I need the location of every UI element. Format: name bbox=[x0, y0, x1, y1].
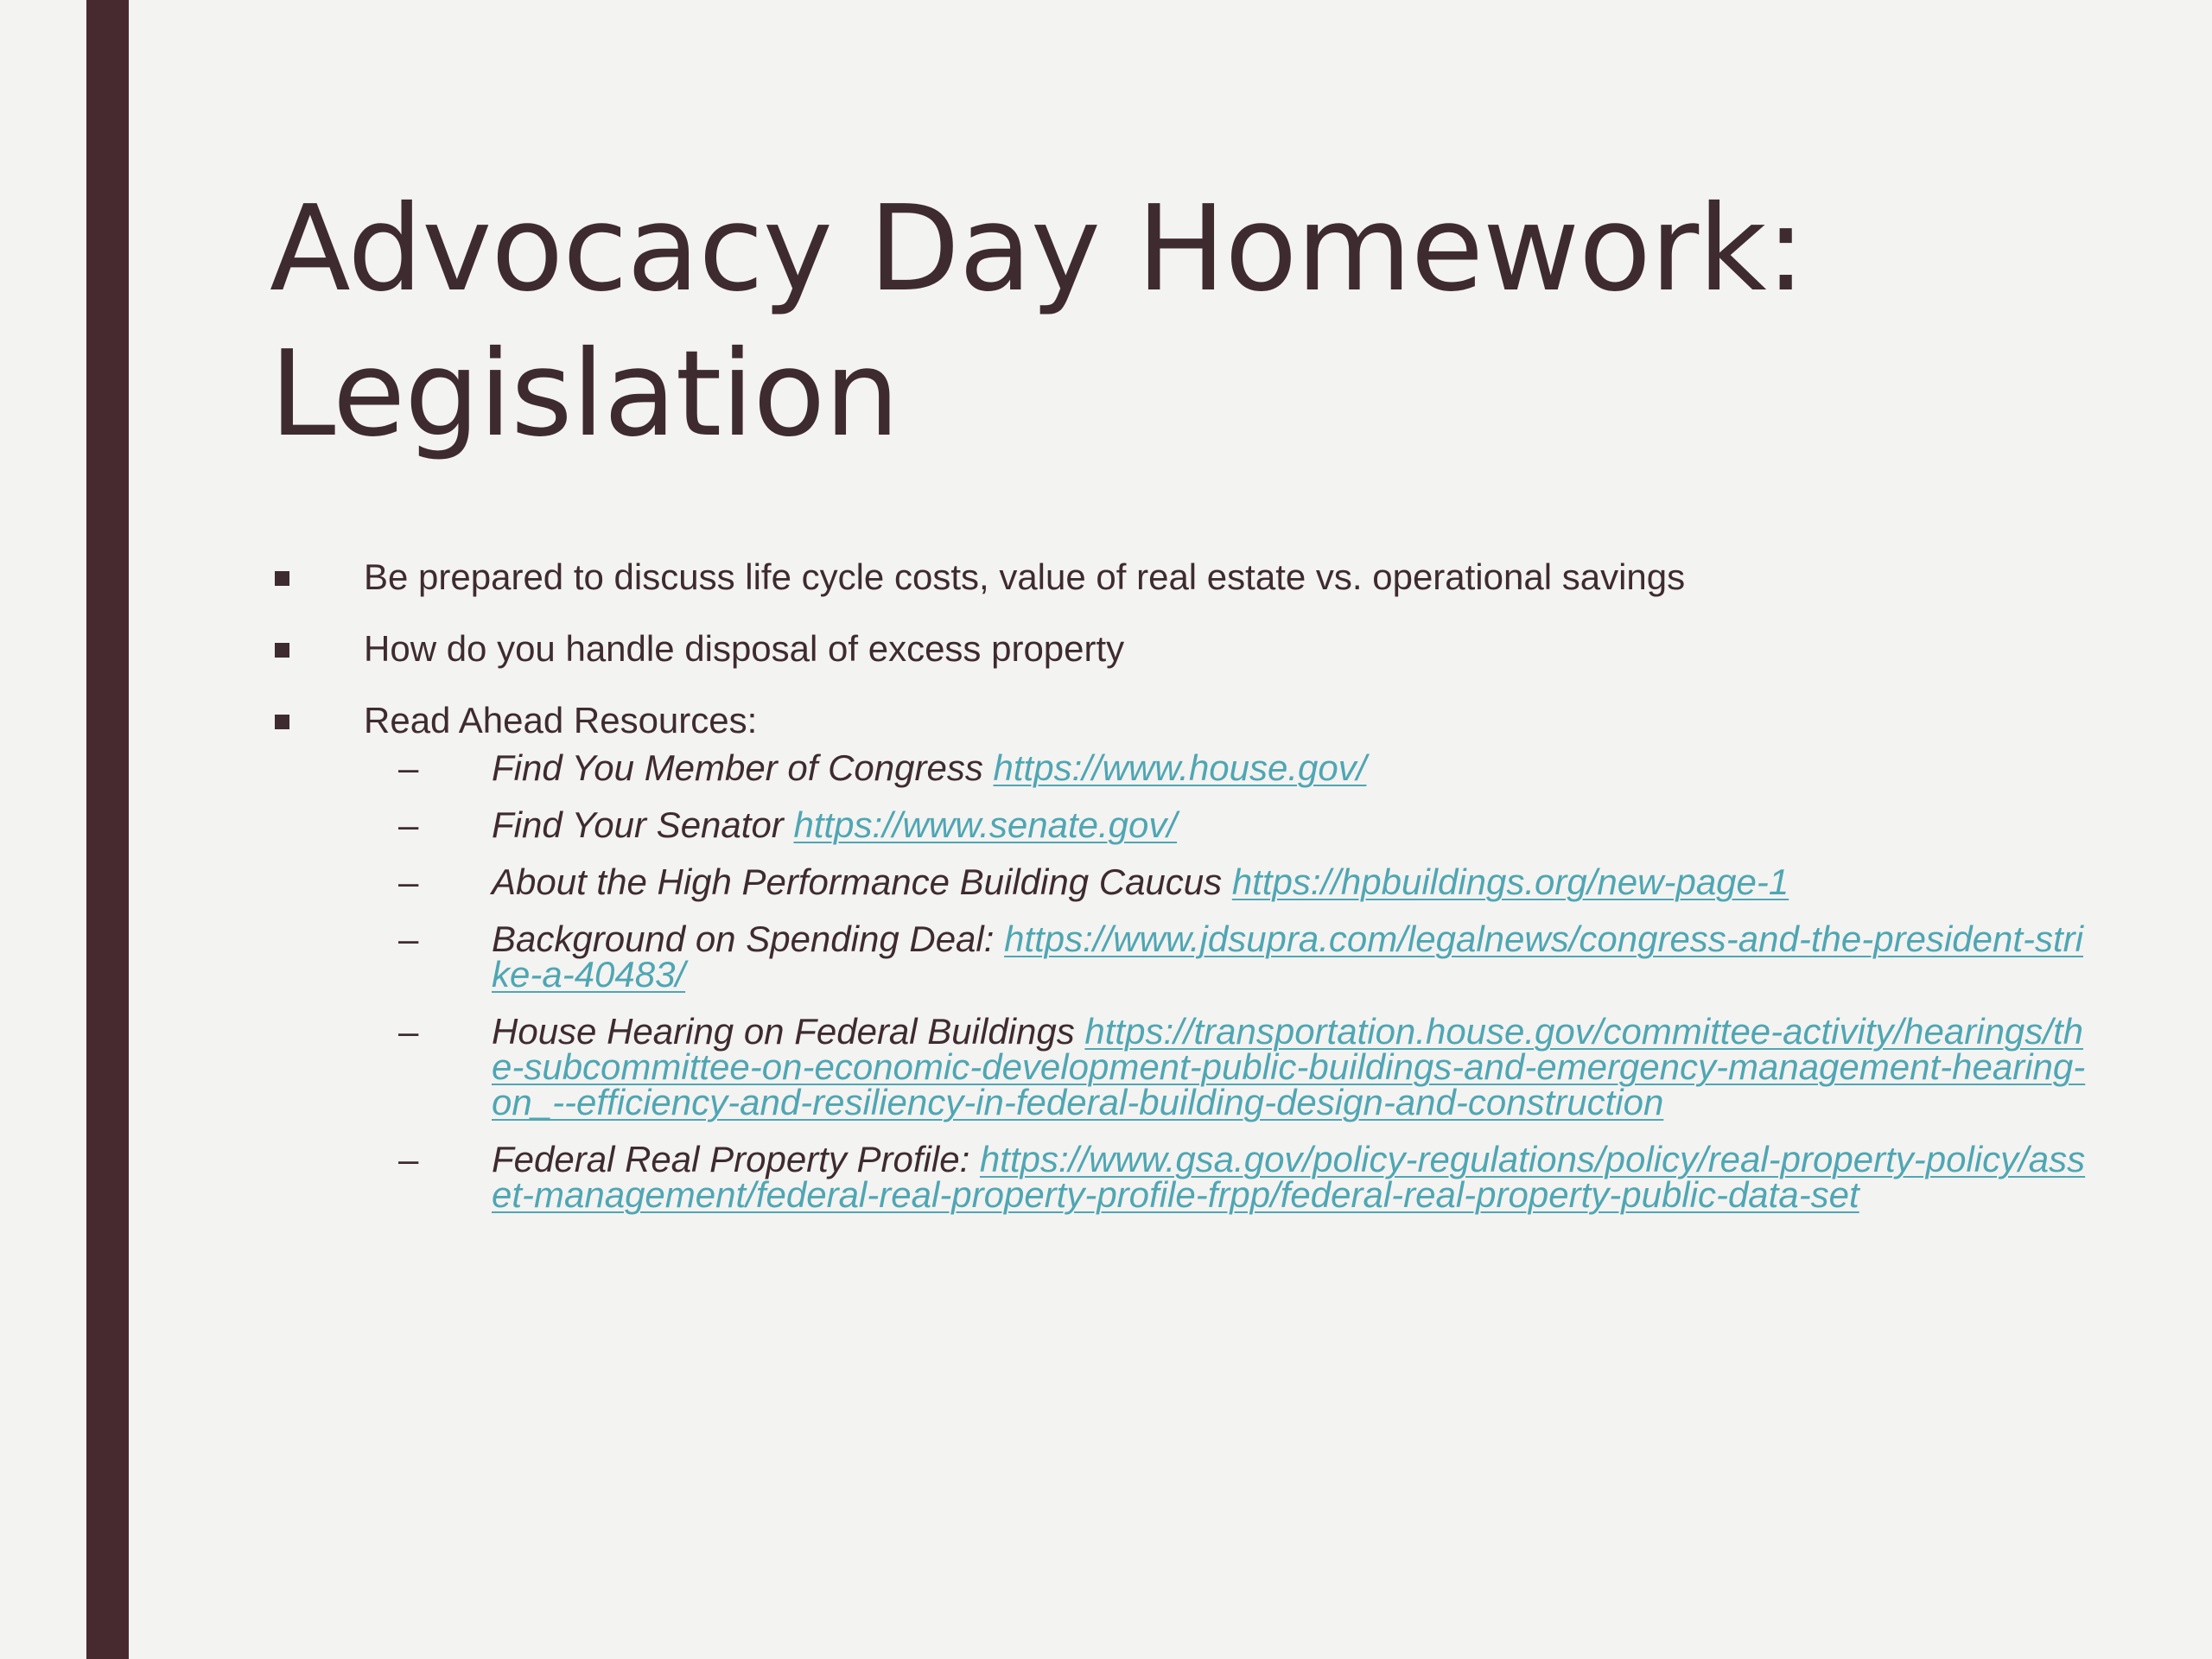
bullet-list bbox=[270, 550, 2086, 1234]
resource-label: Background on Spending Deal: bbox=[492, 918, 995, 959]
square-bullet-icon bbox=[275, 571, 289, 586]
resource-item bbox=[364, 1011, 2099, 1122]
resource-list bbox=[364, 747, 2086, 1215]
dash-bullet-icon: – bbox=[398, 918, 419, 959]
resource-item bbox=[364, 918, 2099, 995]
dash-bullet-icon: – bbox=[398, 861, 419, 902]
dash-bullet-icon: – bbox=[398, 747, 419, 788]
slide-title-line-1: Advocacy Day Homework: bbox=[270, 181, 1805, 318]
resource-item bbox=[364, 747, 2099, 788]
resource-item bbox=[364, 1139, 2099, 1215]
resource-label: Federal Real Property Profile: bbox=[492, 1139, 970, 1179]
accent-bar bbox=[86, 0, 129, 1659]
bullet-text: How do you handle disposal of excess property bbox=[364, 628, 1125, 669]
bullet-item bbox=[270, 693, 2086, 1215]
resource-link[interactable]: https://www.senate.gov/ bbox=[793, 804, 1178, 845]
bullet-text: Read Ahead Resources: bbox=[364, 700, 758, 741]
square-bullet-icon bbox=[275, 643, 289, 658]
resource-item bbox=[364, 861, 2099, 902]
dash-bullet-icon: – bbox=[398, 1011, 419, 1052]
resource-link[interactable]: https://transportation.house.gov/committee-activity/hearings/the-subcommittee-on-economic-development-public-buildings-and-emergency-management-hearing-on_--efficiency-and-resiliency-in-federal-building-design-and-construction bbox=[492, 1011, 2086, 1122]
resource-item bbox=[364, 804, 2099, 845]
bullet-text: Be prepared to discuss life cycle costs, value of real estate vs. operational savings bbox=[364, 556, 1686, 597]
resource-label: Find You Member of Congress bbox=[492, 747, 983, 788]
dash-bullet-icon: – bbox=[398, 804, 419, 845]
resource-link[interactable]: https://hpbuildings.org/new-page-1 bbox=[1231, 861, 1789, 902]
resource-label: About the High Performance Building Caucus bbox=[492, 861, 1223, 902]
bullet-item bbox=[270, 621, 2032, 677]
square-bullet-icon bbox=[275, 715, 289, 729]
bullet-item bbox=[270, 550, 2032, 605]
dash-bullet-icon: – bbox=[398, 1139, 419, 1179]
slide-title-line-2: Legislation bbox=[270, 326, 899, 463]
resource-link[interactable]: https://www.jdsupra.com/legalnews/congress-and-the-president-strike-a-40483/ bbox=[492, 918, 2083, 995]
slide-title bbox=[270, 177, 2084, 467]
resource-label: House Hearing on Federal Buildings bbox=[492, 1011, 1075, 1052]
resource-link[interactable]: https://www.gsa.gov/policy-regulations/policy/real-property-policy/asset-management/federal-real-property-profile-frpp/federal-real-property-public-data-set bbox=[492, 1139, 2086, 1215]
resource-link[interactable]: https://www.house.gov/ bbox=[993, 747, 1367, 788]
resource-label: Find Your Senator bbox=[492, 804, 784, 845]
